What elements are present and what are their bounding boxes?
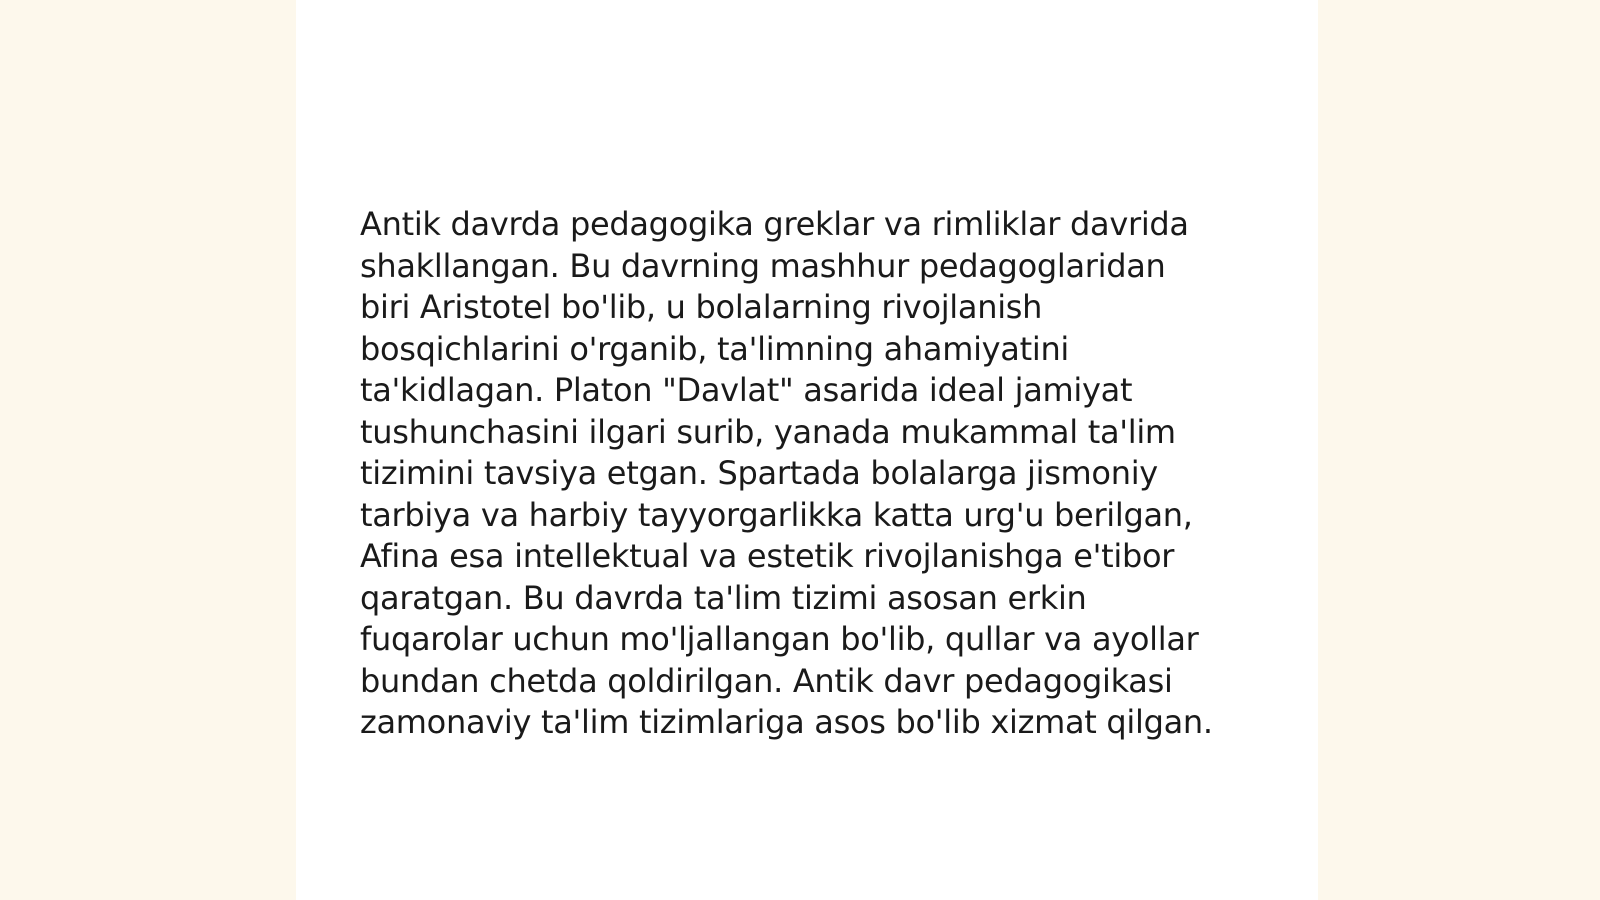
slide-page bbox=[296, 0, 1318, 900]
paragraph-line: bundan chetda qoldirilgan. Antik davr pedagogikasi bbox=[360, 661, 1173, 700]
paragraph-line: ta'kidlagan. Platon "Davlat" asarida ideal jamiyat bbox=[360, 371, 1133, 409]
paragraph-line: tizimini tavsiya etgan. Spartada bolalarga jismoniy bbox=[360, 454, 1158, 492]
paragraph-line: tarbiya va harbiy tayyorgarlikka katta urg'u berilgan, bbox=[360, 495, 1193, 534]
paragraph-line: biri Aristotel bo'lib, u bolalarning rivojlanish bbox=[360, 288, 1043, 326]
paragraph-line: tushunchasini ilgari surib, yanada mukammal ta'lim bbox=[360, 412, 1176, 451]
body-paragraph bbox=[360, 204, 1260, 744]
paragraph-line: Afina esa intellektual va estetik rivojlanishga e'tibor bbox=[360, 537, 1175, 575]
paragraph-line: shakllangan. Bu davrning mashhur pedagoglaridan bbox=[360, 246, 1166, 285]
paragraph-line: qaratgan. Bu davrda ta'lim tizimi asosan erkin bbox=[360, 578, 1087, 617]
paragraph-line: zamonaviy ta'lim tizimlariga asos bo'lib xizmat qilgan. bbox=[360, 703, 1213, 741]
paragraph-line: fuqarolar uchun mo'ljallangan bo'lib, qullar va ayollar bbox=[360, 620, 1199, 658]
paragraph-line: Antik davrda pedagogika greklar va rimliklar davrida bbox=[360, 205, 1189, 243]
paragraph-line: bosqichlarini o'rganib, ta'limning ahamiyatini bbox=[360, 329, 1070, 368]
